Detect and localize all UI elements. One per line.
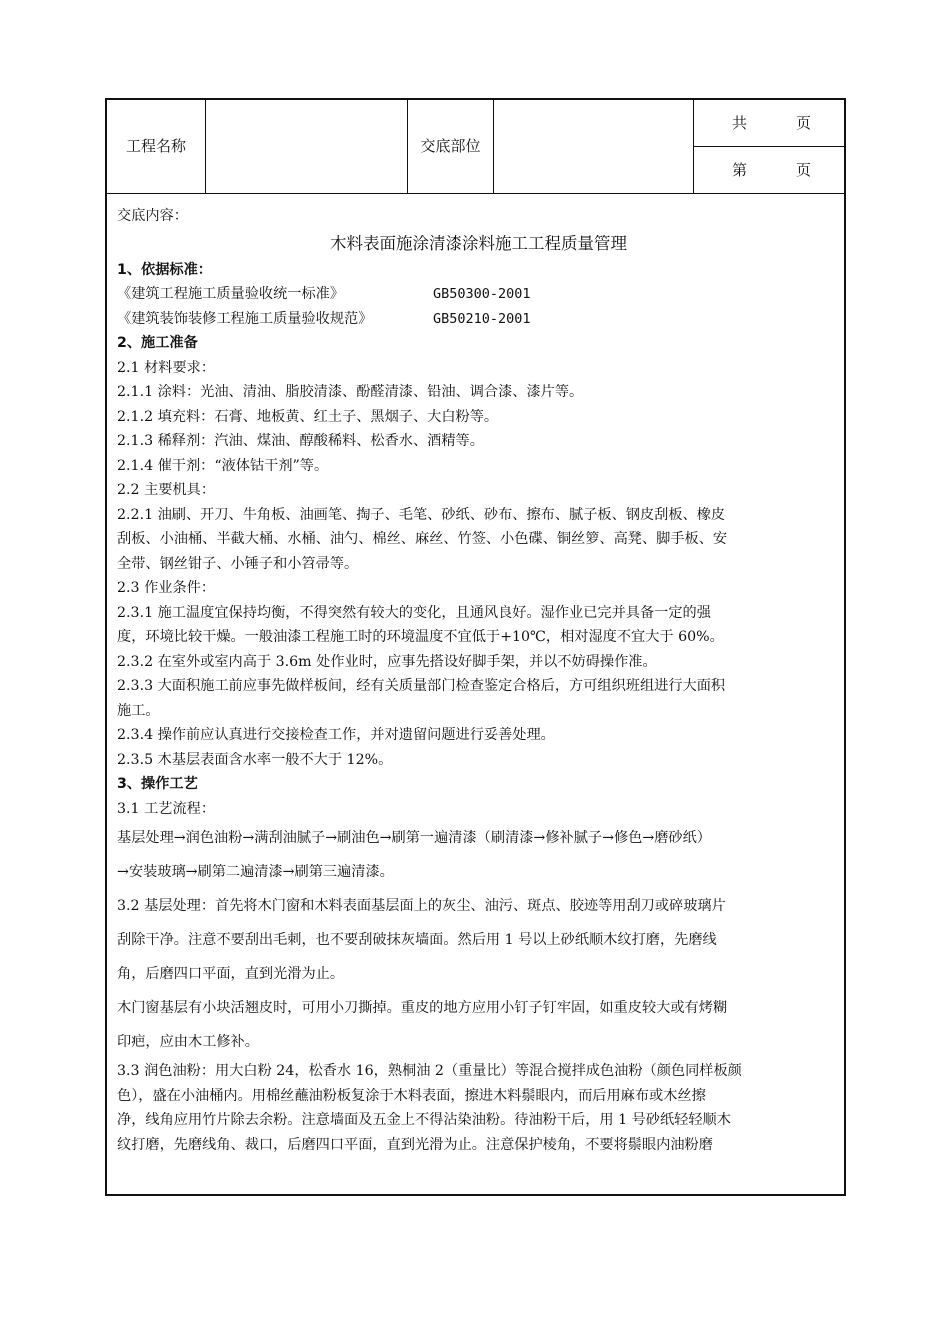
page-count-cell (694, 100, 846, 193)
text-line: 2.2 主要机具： (117, 482, 216, 498)
text-line: 2.3.2 在室外或室内高于 3.6m 处作业时，应事先搭设好脚手架，并以不妨碍操作准。 (117, 653, 657, 670)
flow-line: 基层处理→润色油粉→满刮油腻子→刷油色→刷第一遍清漆（刷清漆→修补腻子→修色→磨砂纸） (117, 830, 711, 846)
text-line: 3.1 工艺流程： (117, 800, 216, 817)
text-line: 角，后磨四口平面，直到光滑为止。 (117, 966, 345, 982)
standard-row (117, 282, 840, 307)
content-label: 交底内容： (117, 208, 188, 224)
text-line: 刮板、小油桶、半截大桶、水桶、油勺、棉丝、麻丝、竹签、小色碟、铜丝箩、高凳、脚手板、安 (117, 531, 728, 547)
text-line: 刮除干净。注意不要刮出毛刺，也不要刮破抹灰墙面。然后用 1 号以上砂纸顺木纹打磨，先磨线 (117, 932, 717, 948)
text-line: 2.3.5 木基层表面含水率一般不大于 12%。 (117, 751, 393, 768)
standard-name: 《建筑装饰装修工程施工质量验收规范》 (117, 310, 373, 327)
text-line: 色），盛在小油桶内。用棉丝蘸油粉板复涂于木料表面，擦进木料鬃眼内，而后用麻布或木丝擦 (117, 1087, 706, 1104)
total-pages: 共 页 (694, 100, 846, 147)
text-line: 2.3.1 施工温度宜保持均衡，不得突然有较大的变化，且通风良好。湿作业已完并具备一定的强 (117, 604, 711, 621)
text-line: 2.1.2 填充料：石膏、地板黄、红土子、黑烟子、大白粉等。 (117, 408, 499, 425)
text-line: 净，线角应用竹片除去余粉。注意墙面及五金上不得沾染油粉。待油粉干后，用 1 号砂纸轻轻顺木 (117, 1112, 731, 1128)
page-number: 第 页 (732, 161, 812, 179)
text-line: 纹打磨，先磨线角、裁口，后磨四口平面，直到光滑为止。注意保护棱角，不要将鬃眼内油粉磨 (117, 1136, 713, 1153)
text-line: 全带、钢丝钳子、小锤子和小笤帚等。 (117, 555, 359, 572)
section-2-heading: 2、施工准备 (117, 335, 198, 351)
document-frame (105, 98, 846, 1196)
document-title: 木料表面施涂清漆涂料施工工程质量管理 (330, 233, 627, 253)
text-line: 2.1.1 涂料：光油、清油、脂胶清漆、酚醛清漆、铅油、调合漆、漆片等。 (117, 384, 584, 400)
standard-row (117, 307, 840, 332)
text-line: 施工。 (117, 702, 160, 719)
flow-line: →安装玻璃→刷第二遍清漆→刷第三遍清漆。 (117, 864, 394, 880)
text-line: 3.3 润色油粉：用大白粉 24，松香水 16，熟桐油 2（重量比）等混合搅拌成色油粉（颜色同样板颜 (117, 1063, 742, 1079)
text-line: 度，环境比较干燥。一般油漆工程施工时的环境温度不宜低于+10℃，相对湿度不宜大于 60%。 (117, 629, 724, 645)
text-line: 2.1.3 稀释剂：汽油、煤油、醇酸稀料、松香水、酒精等。 (117, 433, 484, 449)
project-name-value (206, 100, 408, 193)
text-line: 2.2.1 油刷、开刀、牛角板、油画笔、掏子、毛笔、砂纸、砂布、擦布、腻子板、钢皮刮板、橡皮 (117, 506, 726, 523)
standard-name: 《建筑工程施工质量验收统一标准》 (117, 286, 345, 302)
text-line: 2.3.4 操作前应认真进行交接检查工作，并对遗留问题进行妥善处理。 (117, 727, 555, 743)
standard-code: GB50210-2001 (433, 310, 531, 327)
standard-code: GB50300-2001 (433, 286, 531, 302)
text-line: 2.1.4 催干剂：“液体钴干剂”等。 (117, 457, 329, 474)
content-body (117, 204, 840, 1157)
text-line: 印疤，应由木工修补。 (117, 1034, 259, 1050)
location-value (494, 100, 694, 193)
section-1-heading: 1、依据标准： (117, 261, 212, 278)
text-line: 2.1 材料要求： (117, 359, 216, 376)
section-3-heading: 3、操作工艺 (117, 776, 198, 792)
header-table (107, 100, 844, 194)
text-line: 3.2 基层处理：首先将木门窗和木料表面基层面上的灰尘、油污、斑点、胶迹等用刮刀或碎玻璃片 (117, 898, 726, 914)
text-line: 木门窗基层有小块活翘皮时，可用小刀撕掉。重皮的地方应用小钉子钉牢固，如重皮较大或有烤糊 (117, 1000, 728, 1016)
project-name-label: 工程名称 (107, 100, 206, 193)
text-line: 2.3.3 大面积施工前应事先做样板间，经有关质量部门检查鉴定合格后，方可组织班组进行大面积 (117, 678, 726, 694)
text-line: 2.3 作业条件： (117, 580, 216, 596)
location-label: 交底部位 (408, 100, 494, 193)
